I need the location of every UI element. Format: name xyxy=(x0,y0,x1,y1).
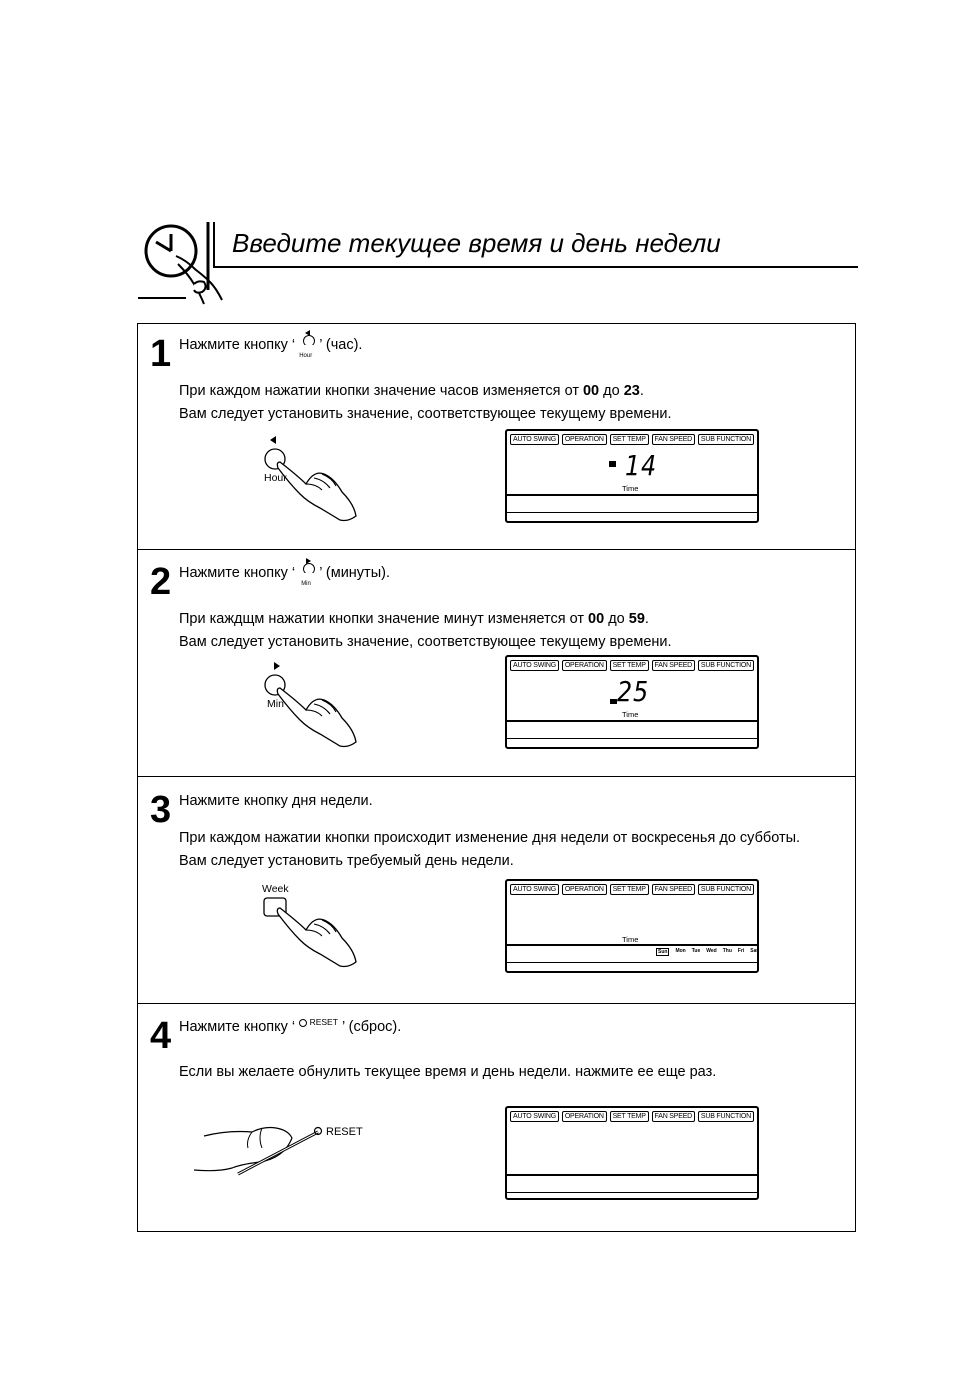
min-button-label: Min xyxy=(267,698,284,710)
step-2-number: 2 xyxy=(150,561,172,603)
clock-hand-icon xyxy=(138,212,230,313)
step-4-number: 4 xyxy=(150,1015,172,1057)
weekday-indicators xyxy=(656,948,758,956)
display-divider xyxy=(507,962,757,963)
step-2-heading: Нажмите кнопку ‘ Min ’ (минуты). xyxy=(179,565,390,581)
display-divider xyxy=(507,738,757,739)
display-divider xyxy=(507,944,757,946)
tab-auto-swing: AUTO SWING xyxy=(510,434,559,445)
display-divider xyxy=(507,512,757,513)
title-rule xyxy=(214,266,858,268)
hour-button-press-illustration xyxy=(258,434,368,529)
day-sat: Sat xyxy=(750,948,759,954)
tab-auto-swing: AUTO SWING xyxy=(510,1111,559,1122)
reset-button-inline: RESET xyxy=(299,1017,338,1027)
day-wed: Wed xyxy=(706,948,717,954)
tab-sub-function: SUB FUNCTION xyxy=(698,660,754,671)
step-1-line-2: Вам следует установить значение, соответствующее текущему времени. xyxy=(179,406,672,422)
remote-display-2 xyxy=(505,655,759,749)
week-button-press-illustration xyxy=(258,880,368,975)
am-indicator xyxy=(609,461,616,467)
display-mode-tabs xyxy=(510,884,754,895)
tab-operation: OPERATION xyxy=(562,434,607,445)
tab-set-temp: SET TEMP xyxy=(610,884,649,895)
tab-sub-function: SUB FUNCTION xyxy=(698,434,754,445)
step-3-line-1: При каждом нажатии кнопки происходит изменение дня недели от воскресенья до субботы. xyxy=(179,830,801,846)
tab-sub-function: SUB FUNCTION xyxy=(698,1111,754,1122)
tab-fan-speed: FAN SPEED xyxy=(652,660,696,671)
step-divider xyxy=(137,549,856,550)
reset-hand-illustration xyxy=(188,1118,328,1183)
reset-circle-icon xyxy=(299,1019,307,1027)
min-button-press-illustration xyxy=(258,660,368,755)
tab-fan-speed: FAN SPEED xyxy=(652,1111,696,1122)
step-1-heading: Нажмите кнопку ‘ Hour ’ (час). xyxy=(179,337,362,353)
display-divider xyxy=(507,720,757,722)
step-1-line-1: При каждом нажатии кнопки значение часов изменяется от 00 до 23. xyxy=(179,383,644,399)
display-divider xyxy=(507,494,757,496)
step-divider xyxy=(137,776,856,777)
tab-set-temp: SET TEMP xyxy=(610,660,649,671)
remote-display-4 xyxy=(505,1106,759,1200)
step-2-line-1: При каждщм нажатии кнопки значение минут изменяется от 00 до 59. xyxy=(179,611,649,627)
display-divider xyxy=(507,1174,757,1176)
display-mode-tabs xyxy=(510,1111,754,1122)
week-button-label: Week xyxy=(262,883,289,895)
day-fri: Fri xyxy=(737,948,745,954)
hour-button-label: Hour xyxy=(264,472,287,484)
tab-set-temp: SET TEMP xyxy=(610,434,649,445)
step-divider xyxy=(137,1003,856,1004)
tab-set-temp: SET TEMP xyxy=(610,1111,649,1122)
minute-digits: 25 xyxy=(617,675,649,708)
tab-auto-swing: AUTO SWING xyxy=(510,660,559,671)
tab-operation: OPERATION xyxy=(562,884,607,895)
remote-display-1 xyxy=(505,429,759,523)
pm-indicator xyxy=(610,699,617,704)
display-divider xyxy=(507,1192,757,1193)
step-4-line-1: Если вы желаете обнулить текущее время и день недели. нажмите ее еще раз. xyxy=(179,1064,717,1080)
display-mode-tabs xyxy=(510,660,754,671)
step-4-heading: Нажмите кнопку ‘ RESET ’ (сброс). xyxy=(179,1017,402,1035)
step-3-number: 3 xyxy=(150,789,172,831)
reset-illustration-label: RESET xyxy=(326,1126,363,1138)
time-label: Time xyxy=(622,935,639,944)
tab-operation: OPERATION xyxy=(562,660,607,671)
day-sun: Sun xyxy=(658,949,668,955)
remote-display-3 xyxy=(505,879,759,973)
hour-digits: 14 xyxy=(625,449,657,482)
tab-operation: OPERATION xyxy=(562,1111,607,1122)
display-mode-tabs xyxy=(510,434,754,445)
time-label: Time xyxy=(622,484,639,493)
time-label: Time xyxy=(622,710,639,719)
step-3-line-2: Вам следует установить требуемый день недели. xyxy=(179,853,514,869)
step-2-line-2: Вам следует установить значение, соответствующее текущему времени. xyxy=(179,634,672,650)
tab-sub-function: SUB FUNCTION xyxy=(698,884,754,895)
day-thu: Thu xyxy=(722,948,732,954)
step-1-number: 1 xyxy=(150,333,172,375)
tab-fan-speed: FAN SPEED xyxy=(652,434,696,445)
day-tue: Tue xyxy=(691,948,701,954)
tab-auto-swing: AUTO SWING xyxy=(510,884,559,895)
day-mon: Mon xyxy=(675,948,686,954)
page-title: Введите текущее время и день недели xyxy=(232,228,721,258)
step-3-heading: Нажмите кнопку дня недели. xyxy=(179,793,373,809)
tab-fan-speed: FAN SPEED xyxy=(652,884,696,895)
